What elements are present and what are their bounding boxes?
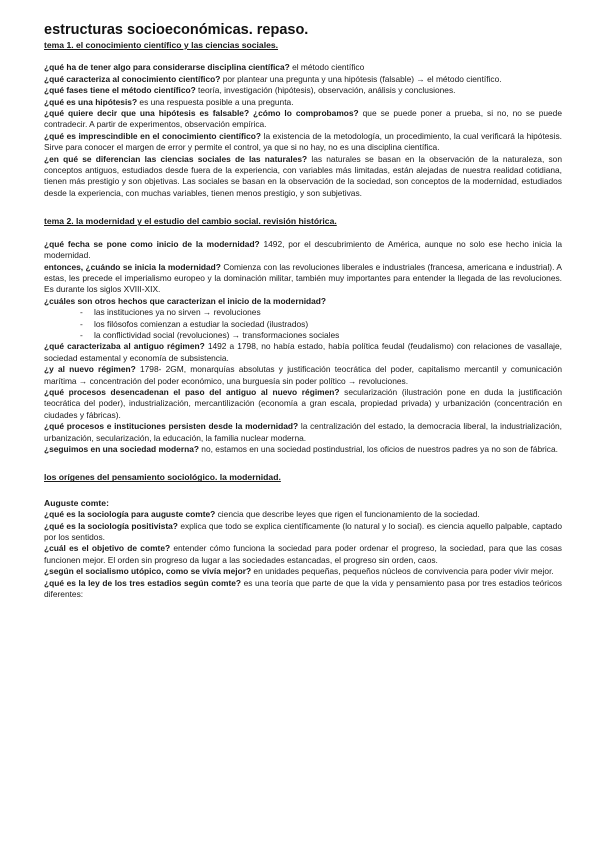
answer: es una respuesta posible a una pregunta. bbox=[137, 96, 294, 107]
bullet-list bbox=[44, 307, 562, 341]
qa-item bbox=[44, 444, 562, 455]
question: ¿cuál es el objetivo de comte? bbox=[44, 543, 171, 554]
answer: Comienza con las revoluciones liberales e industriales (francesa, americana e industrial). A estas, les precede el imperialismo europeo y la dominación militar, también muy importantes para entender la llegada de las revoluciones. Es durante los siglos XVIII-XIX. bbox=[44, 261, 562, 295]
qa-item bbox=[44, 74, 562, 85]
question: ¿según el socialismo utópico, como se vivía mejor? bbox=[44, 566, 252, 577]
qa-item bbox=[44, 131, 562, 154]
question: ¿qué procesos desencadenan el paso del antiguo al nuevo régimen? bbox=[44, 386, 340, 397]
list-item: - la conflictividad social (revoluciones) → transformaciones sociales bbox=[80, 330, 562, 341]
origenes-qa-list bbox=[44, 509, 562, 600]
qa-item bbox=[44, 154, 562, 200]
question: ¿qué caracteriza al conocimiento científico? bbox=[44, 73, 221, 84]
section-title-tema1: tema 1. el conocimiento científico y las ciencias sociales. bbox=[44, 40, 279, 50]
answer: no, estamos en una sociedad postindustrial, los oficios de nuestros padres ya no son de fábrica. bbox=[198, 444, 558, 454]
question: ¿qué procesos e instituciones persisten desde la modernidad? bbox=[44, 421, 299, 432]
qa-item bbox=[44, 543, 562, 566]
answer: 1798- 2GM, monarquías absolutas y justificación teocrática del poder, capitalismo mercantil y comunicación marítima → concentración del poder económico, una burguesía sin poder político → revoluciones. bbox=[44, 364, 562, 386]
qa-item bbox=[44, 62, 562, 73]
qa-item bbox=[44, 521, 562, 544]
qa-item bbox=[44, 85, 562, 96]
answer: las naturales se basan en la observación de la naturaleza, son conceptos antiguos, estudiados desde fuera de la experiencia, con variables más limitadas, están alejadas de nuestra realidad cotidiana, tienen más prestigio y son objetivas. Las sociales se basan en la observación de la sociedad, son conceptos de la modernidad, estudiados desde la experiencia, con muchas variables, tienen menos prestigio, y son subjetivas. bbox=[44, 153, 563, 198]
question: ¿en qué se diferencian las ciencias sociales de las naturales? bbox=[44, 153, 308, 164]
qa-item bbox=[44, 364, 562, 387]
answer: teoría, investigación (hipótesis), observación, análisis y conclusiones. bbox=[195, 85, 456, 96]
answer: 1492, por el descubrimiento de América, aunque no solo ese hecho inicia la modernidad. bbox=[44, 238, 562, 261]
answer: en unidades pequeñas, pequeños núcleos de convivencia para poder vivir mejor. bbox=[251, 566, 554, 577]
qa-item bbox=[44, 578, 562, 601]
qa-item bbox=[44, 509, 562, 520]
question: ¿qué quiere decir que una hipótesis es falsable? ¿cómo lo comprobamos? bbox=[44, 108, 359, 119]
question: entonces, ¿cuándo se inicia la modernidad? bbox=[44, 261, 221, 272]
qa-item bbox=[44, 97, 562, 108]
answer: la existencia de la metodología, un procedimiento, la cual verificará la hipótesis. Sirve para conocer el margen de error y permite el control, ya que si no hay, no es una disciplina científica. bbox=[44, 130, 562, 153]
answer: el método científico bbox=[289, 62, 365, 73]
qa-item bbox=[44, 108, 562, 131]
question: ¿cuáles son otros hechos que caracterizan el inicio de la modernidad? bbox=[44, 295, 327, 306]
section-title-origenes: los orígenes del pensamiento sociológico. la modernidad. bbox=[44, 472, 281, 483]
answer: ciencia que describe leyes que rigen el funcionamiento de la sociedad. bbox=[215, 509, 480, 520]
qa-item bbox=[44, 239, 562, 262]
answer: secularización (ilustración pone en duda la justificación teocrática del poder), industrialización, mercantilización (economía a gran escala, propiedad privada) y urbanización (concentración en ciudades y fábricas). bbox=[44, 386, 562, 420]
answer: que se puede poner a prueba, si no, no se puede contradecir. A partir de experimentos, observación empírica. bbox=[44, 108, 562, 130]
qa-item bbox=[44, 341, 562, 364]
answer: la centralización del estado, la democracia liberal, la industrialización, urbanización, secularización, la educación, la familia nuclear moderna. bbox=[44, 421, 562, 443]
answer: entender cómo funciona la sociedad para poder ordenar el progreso, la sociedad, para que las cosas funcionen mejor. El orden sin progreso da lugar a las sociedades estancadas, el progreso sin orden, caos. bbox=[44, 543, 562, 565]
answer: explica que todo se explica científicamente (lo natural y lo social). es ciencia aquello palpable, captado por los sentidos. bbox=[44, 520, 562, 543]
question: ¿qué fecha se pone como inicio de la modernidad? bbox=[44, 238, 260, 249]
question: ¿qué es la sociología para auguste comte? bbox=[44, 509, 216, 520]
qa-item bbox=[44, 566, 562, 577]
question: ¿qué es la ley de los tres estadios según comte? bbox=[44, 577, 242, 588]
tema1-qa-list bbox=[44, 62, 562, 199]
qa-item bbox=[44, 421, 562, 444]
question: ¿qué es la sociología positivista? bbox=[44, 520, 178, 531]
qa-item bbox=[44, 387, 562, 421]
question: ¿y al nuevo régimen? bbox=[44, 364, 136, 375]
qa-item bbox=[44, 262, 562, 296]
document-title: estructuras socioeconómicas. repaso. bbox=[44, 22, 309, 38]
list-item: - los filósofos comienzan a estudiar la sociedad (ilustrados) bbox=[80, 319, 562, 330]
answer: 1492 a 1798, no había estado, había política feudal (feudalismo) con relaciones de vasallaje, sociedad estamental y economía de subsistencia. bbox=[44, 341, 562, 363]
question: ¿qué caracterizaba al antiguo régimen? bbox=[44, 341, 205, 352]
list-item: - las instituciones ya no sirven → revoluciones bbox=[80, 307, 562, 318]
question: ¿qué ha de tener algo para considerarse disciplina científica? bbox=[44, 62, 290, 73]
subheading-comte: Auguste comte: bbox=[44, 497, 109, 508]
answer: por plantear una pregunta y una hipótesis (falsable) → el método científico. bbox=[220, 73, 502, 84]
section-title-tema2: tema 2. la modernidad y el estudio del cambio social. revisión histórica. bbox=[44, 216, 337, 227]
tema2-qa-list bbox=[44, 239, 562, 456]
question: ¿qué es una hipótesis? bbox=[44, 96, 138, 107]
question: ¿qué fases tiene el método científico? bbox=[44, 85, 196, 96]
qa-item bbox=[44, 296, 562, 307]
question: ¿seguimos en una sociedad moderna? bbox=[44, 444, 199, 454]
question: ¿qué es imprescindible en el conocimiento científico? bbox=[44, 130, 261, 141]
answer: es una teoría que parte de que la vida y pensamiento pasa por tres estadios teóricos diferentes: bbox=[44, 577, 562, 600]
